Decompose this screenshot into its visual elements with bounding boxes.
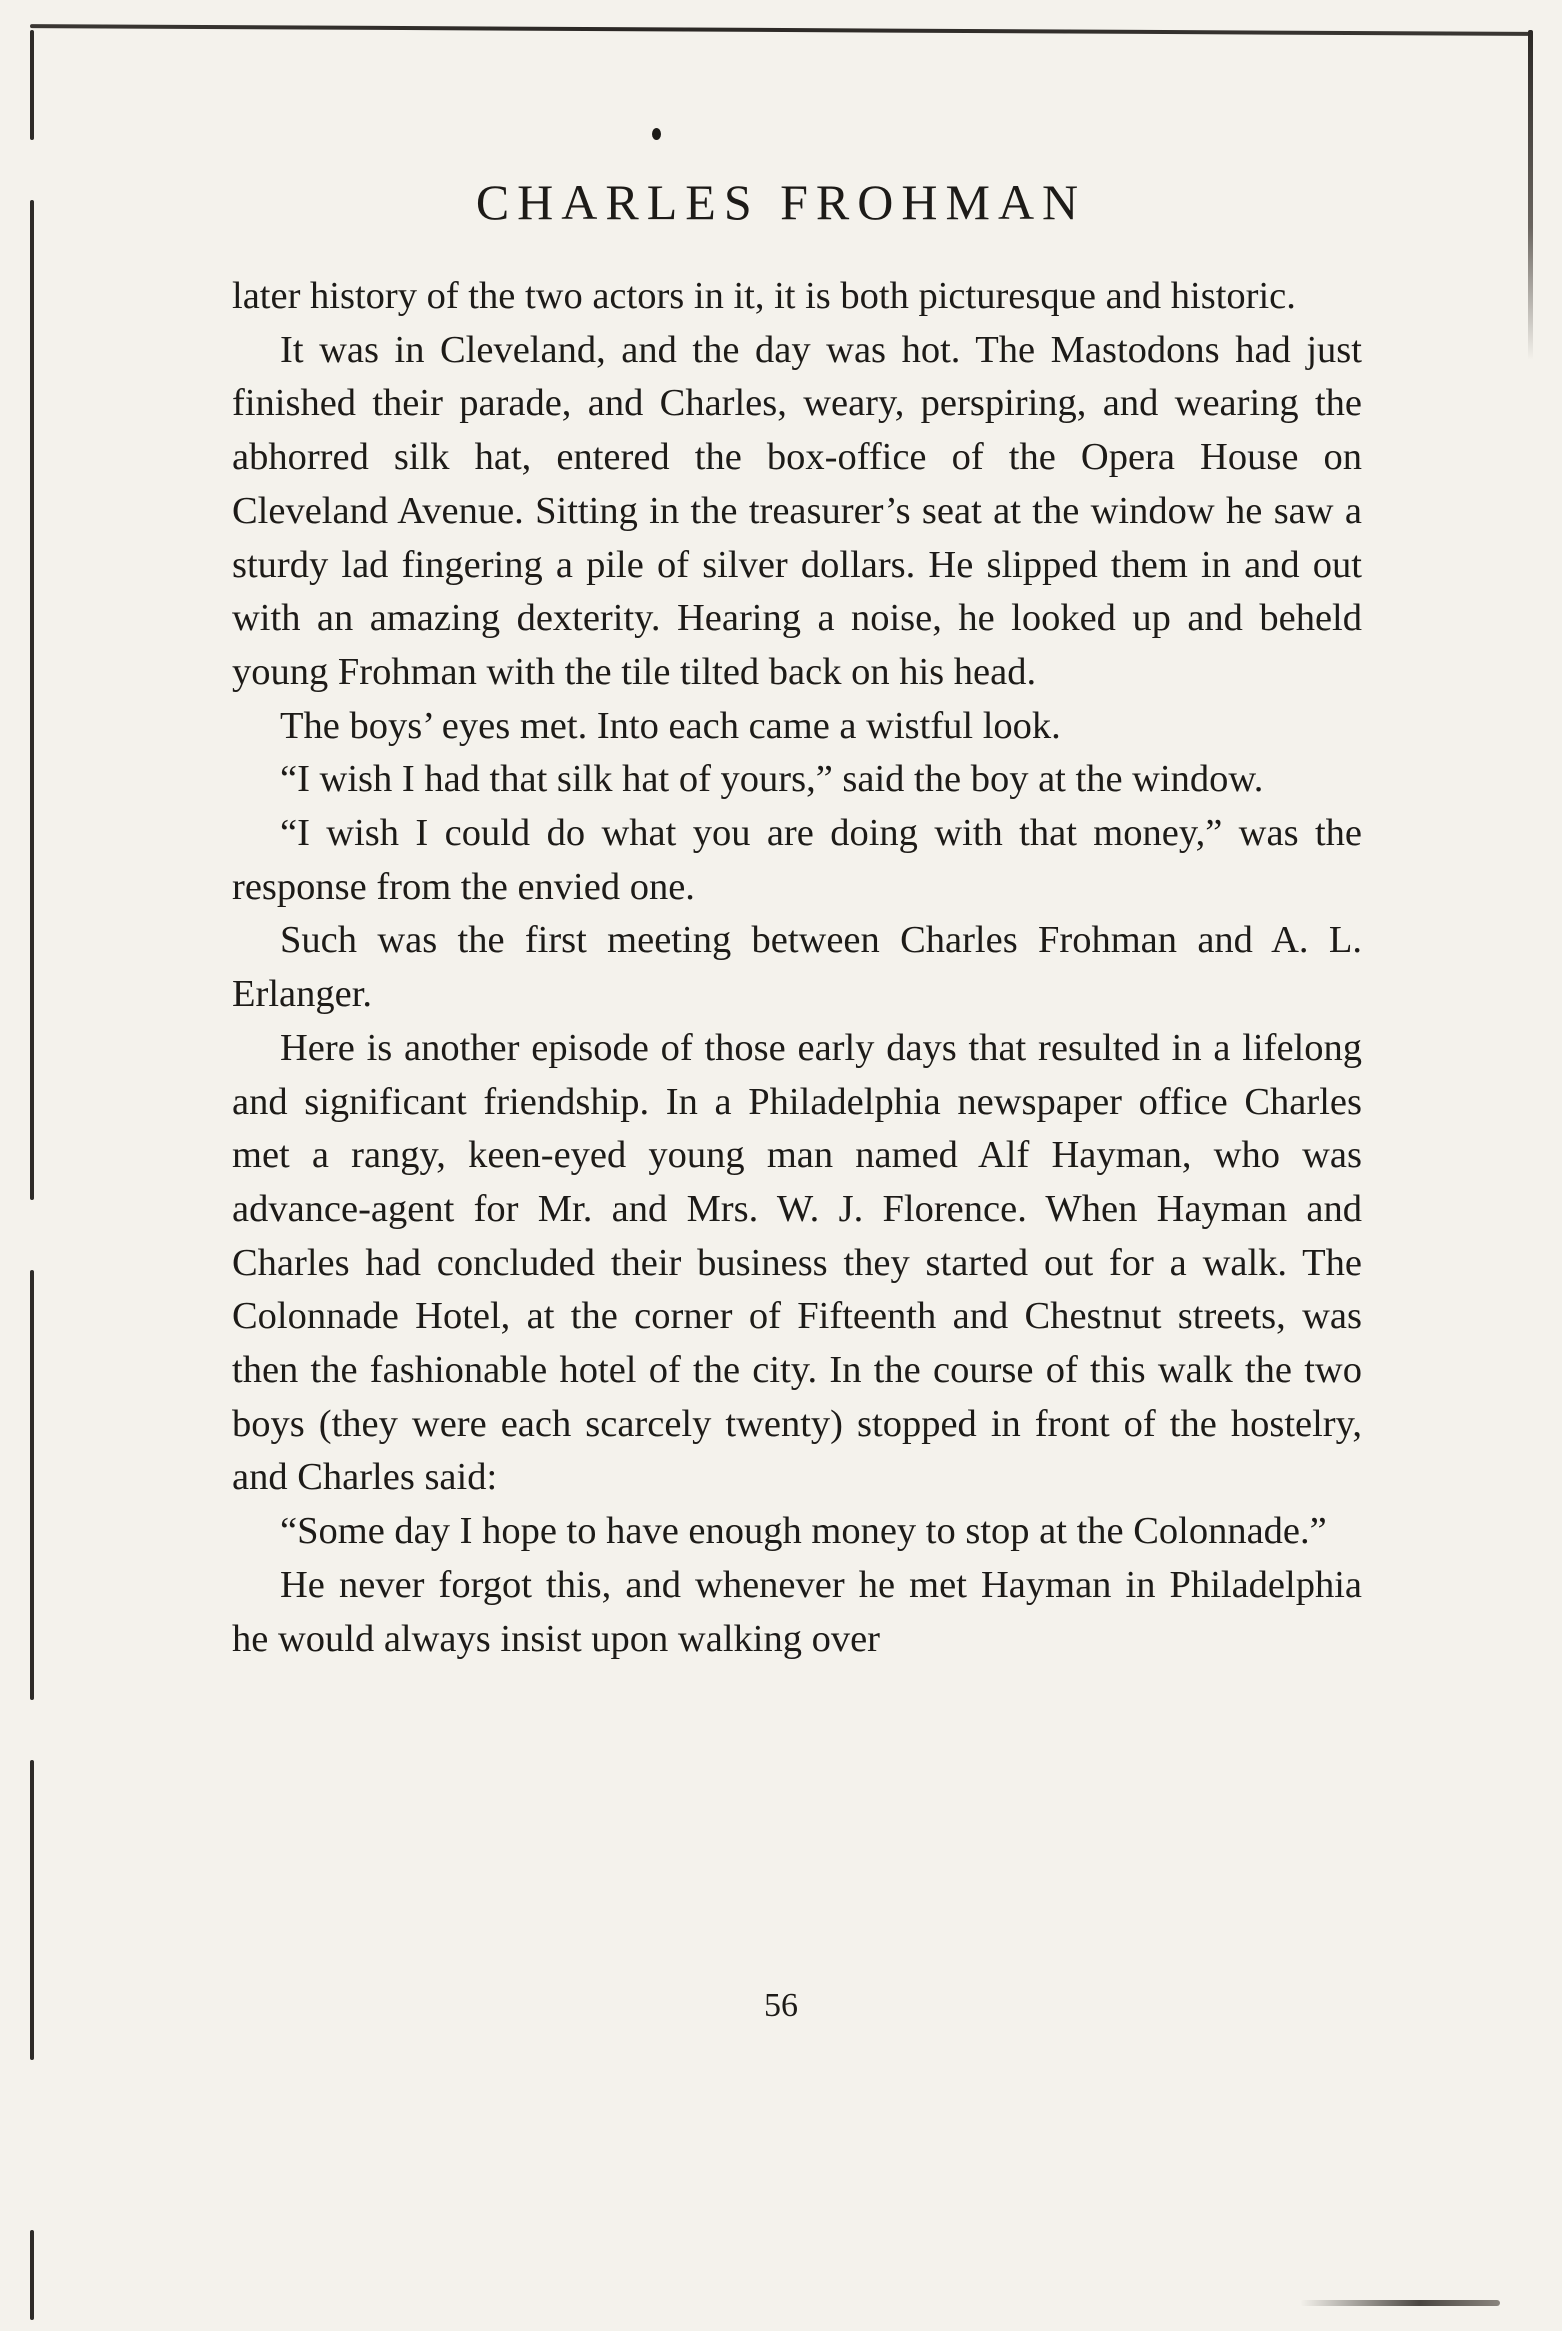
paragraph-6: Such was the first meeting between Charles Frohman and A. L. Erlanger. [232,919,1362,1016]
paragraph-4: “I wish I had that silk hat of yours,” said the boy at the window. [280,758,1264,801]
paragraph-3: The boys’ eyes met. Into each came a wistful look. [280,704,1061,747]
scan-edge-left [30,30,34,140]
scan-edge-left [30,1270,34,1700]
page-number: 56 [764,1987,798,2024]
scan-smudge [1300,2300,1500,2306]
ink-dot [652,128,661,140]
scan-edge-left [30,2230,34,2320]
paragraph-8: “Some day I hope to have enough money to stop at the Colonnade.” [280,1510,1327,1553]
paragraph-2: It was in Cleveland, and the day was hot. The Mastodons had just finished their parade, and Charles, weary, perspiring, and wearing the abhorred silk hat, entered the box-office of the Opera House on Cleveland Avenue. Sitting in the treasurer’s seat at the window he saw a sturdy lad fingering a pile of silver dollars. He slipped them in and out with an amazing dexterity. Hearing a noise, he looked up and beheld young Frohman with the tile tilted back on his head. [232,328,1362,693]
running-head: CHARLES FROHMAN [475,174,1087,230]
scan-edge-left [30,200,34,1200]
scan-edge-top [30,24,1530,36]
paragraph-5: “I wish I could do what you are doing with that money,” was the response from the envied one. [232,812,1362,908]
paragraph-1: later history of the two actors in it, it is both picturesque and historic. [232,275,1296,317]
paragraph-9: He never forgot this, and whenever he met Hayman in Philadelphia he would always insist upon walking over [232,1563,1362,1660]
paragraph-7: Here is another episode of those early days that resulted in a lifelong and significant friendship. In a Philadelphia newspaper office Charles met a rangy, keen-eyed young man named Alf Hayman, who was advance-agent for Mr. and Mrs. W. J. Florence. When Hayman and Charles had concluded their business they started out for a walk. The Colonnade Hotel, at the corner of Fifteenth and Chestnut streets, was then the fashionable hotel of the city. In the course of this walk the two boys (they were each scarcely twenty) stopped in front of the hostelry, and Charles said: [232,1026,1362,1499]
body-text [232,270,1362,1666]
